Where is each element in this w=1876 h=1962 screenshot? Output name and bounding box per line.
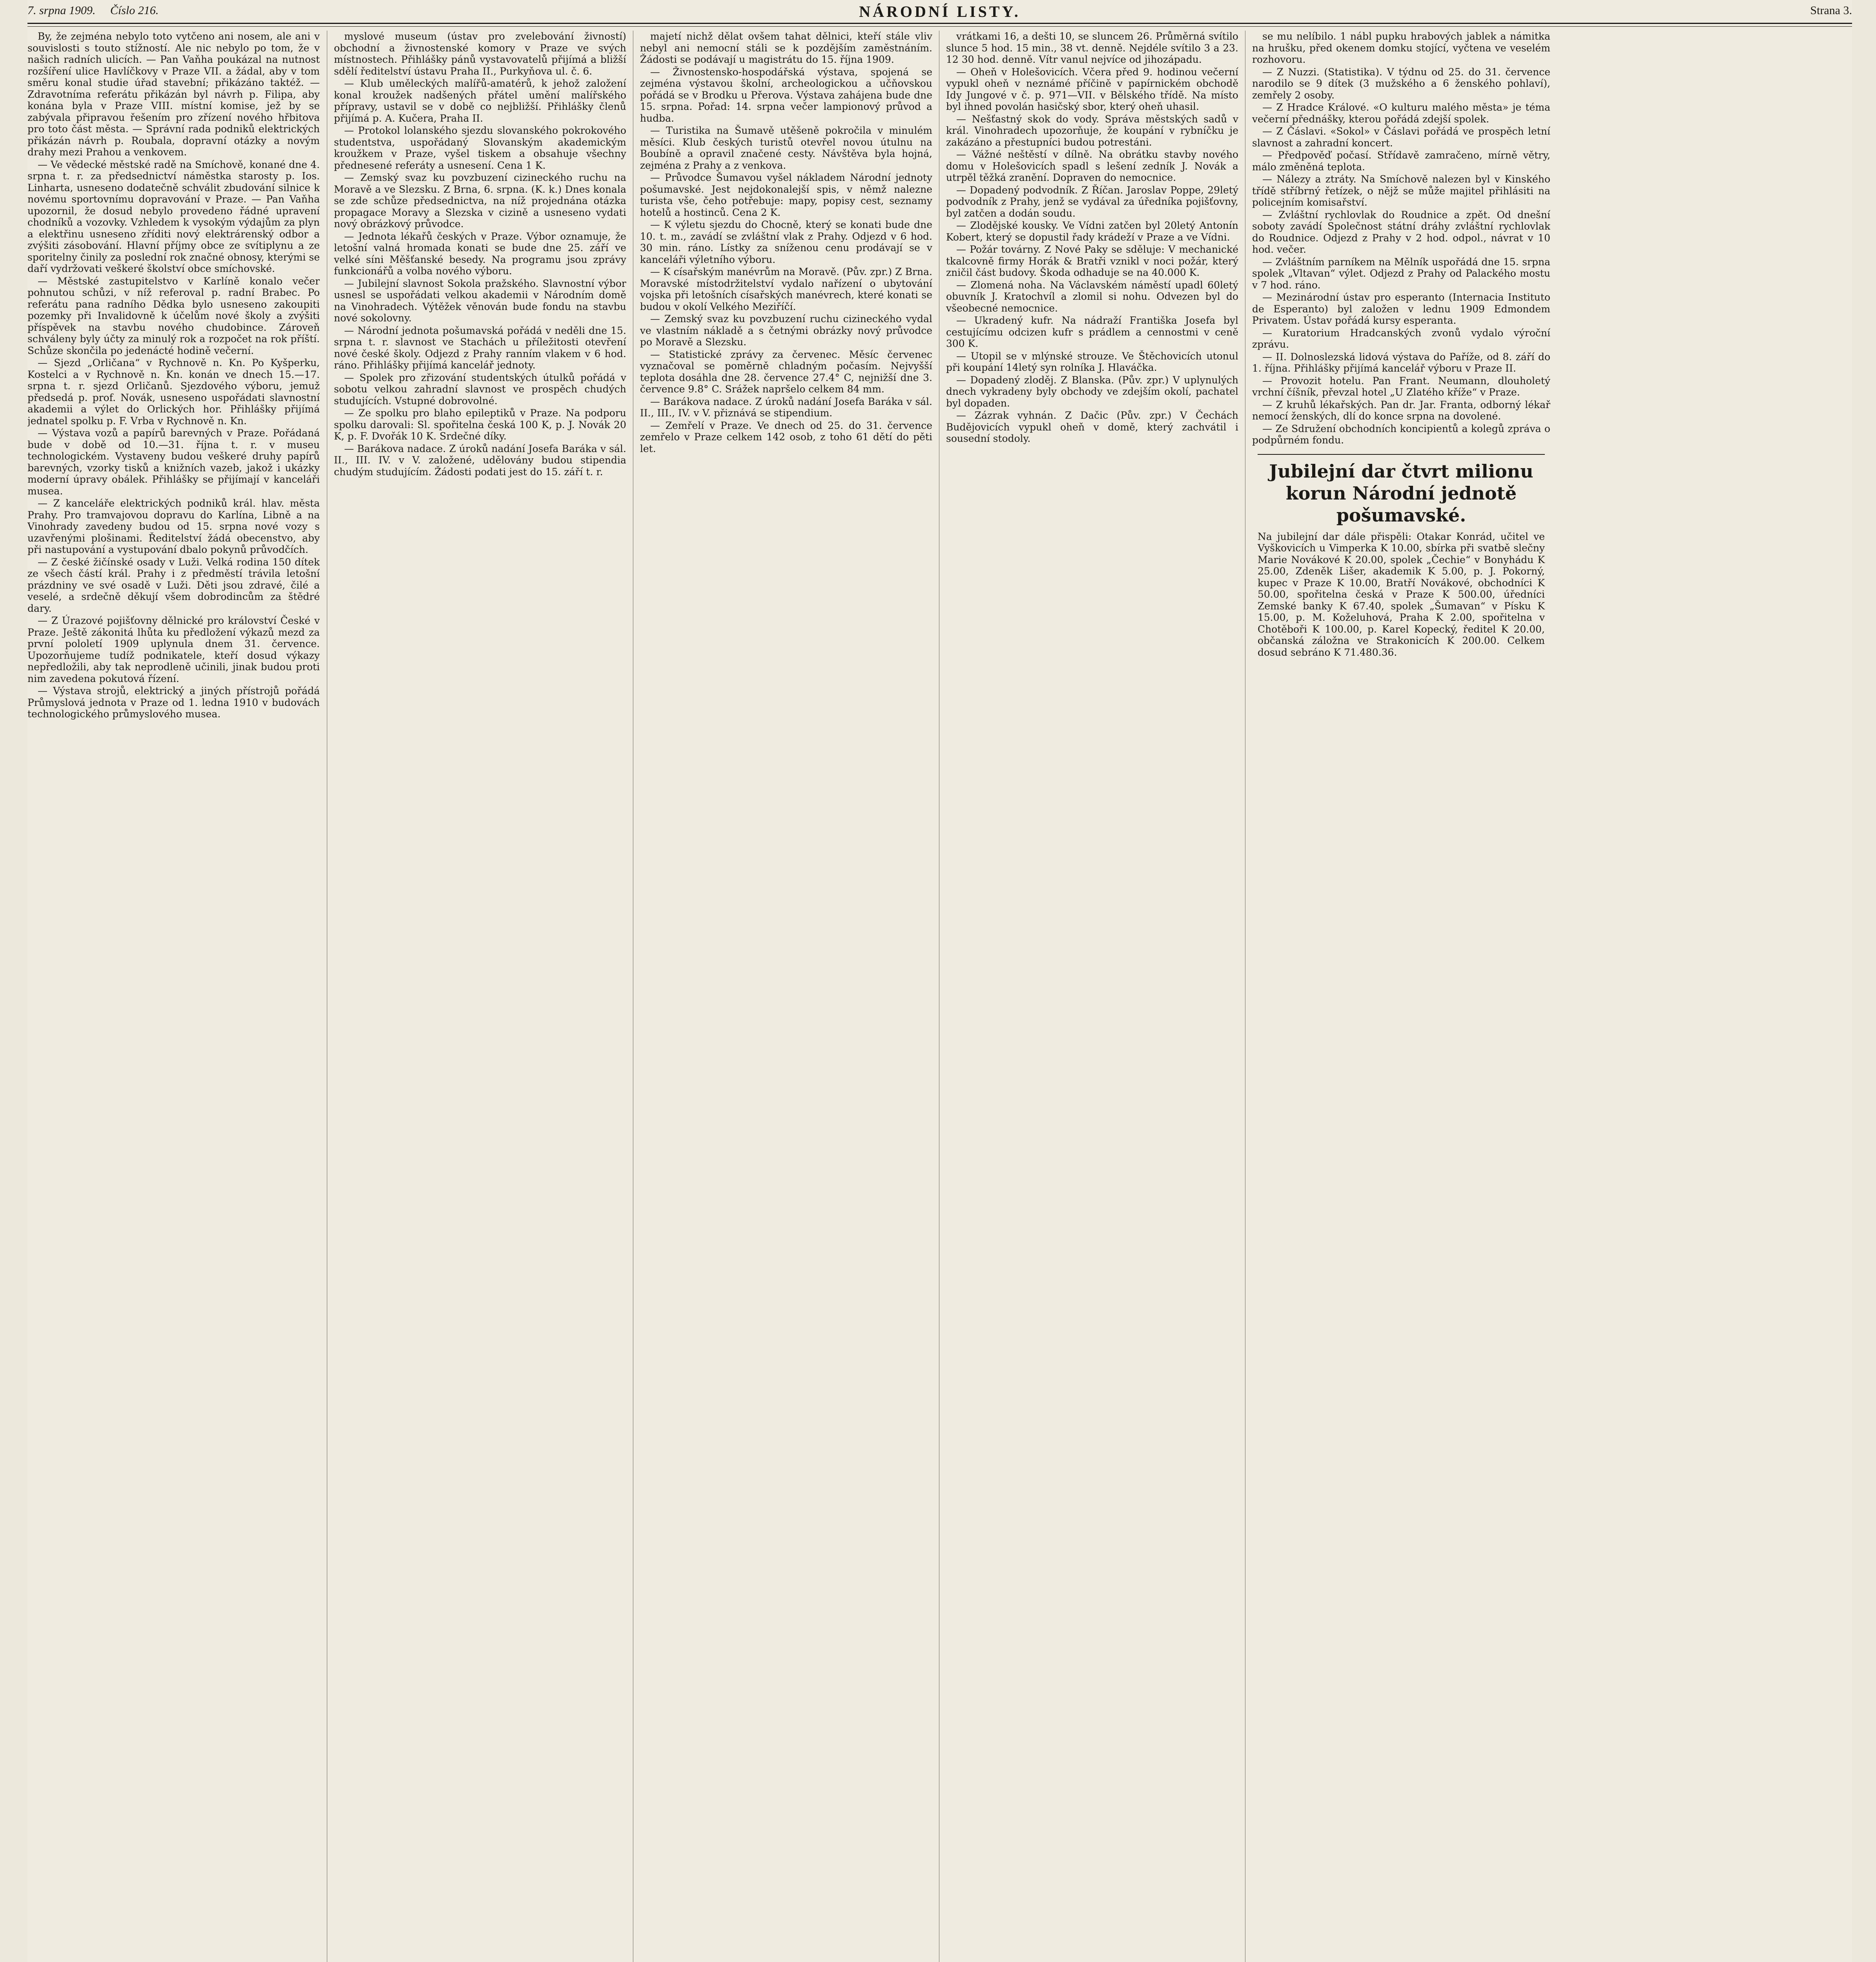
article-paragraph: — Zázrak vyhnán. Z Dačic (Pův. zpr.) V Čechách Budějovicích vypukl oheň v domě, který zachvátil i sousední stodoly. <box>946 410 1238 444</box>
article-paragraph: — Z Hradce Králové. «O kulturu malého města» je téma večerní přednášky, kterou pořádá zdejší spolek. <box>1252 102 1550 125</box>
article-paragraph: — Utopil se v mlýnské strouze. Ve Štěchovicích utonul při koupání 14letý syn rolníka J. Hlaváčka. <box>946 350 1238 373</box>
article-paragraph: — Zlomená noha. Na Václavském náměstí upadl 60letý obuvník J. Kratochvíl a zlomil si nohu. Odvezen byl do všeobecné nemocnice. <box>946 279 1238 314</box>
article-paragraph: — K císařským manévrům na Moravě. (Pův. zpr.) Z Brna. Moravské místodržitelství vydalo nařízení o ubytování vojska při letošních císařských manévrech, které konati se budou v okolí Velkého Meziříčí. <box>640 266 932 312</box>
column-3 <box>640 31 932 1962</box>
columns <box>27 31 1852 1962</box>
article-paragraph: — Nešťastný skok do vody. Správa městských sadů v král. Vinohradech upozorňuje, že koupání v rybníčku je zakázáno a přestupníci budou potrestáni. <box>946 113 1238 148</box>
article-paragraph: — Výstava strojů, elektrický a jiných přístrojů pořádá Průmyslová jednota v Praze od 1. ledna 1910 v budovách technologického průmyslového musea. <box>27 685 320 720</box>
article-paragraph: — Národní jednota pošumavská pořádá v neděli dne 15. srpna t. r. slavnost ve Stachách u příležitosti otevření nové české školy. Odjezd z Prahy ranním vlakem v 6 hod. ráno. Přihlášky přijímá kancelář jednoty. <box>334 325 626 371</box>
article-paragraph: — Výstava vozů a papírů barevných v Praze. Pořádaná bude v době od 10.—31. října t. r. v museu technologickém. Vystaveny budou veškeré druhy papírů barevných, vzorky tisků a knižních vazeb, jakož i ukázky moderní úpravy obálek. Přihlášky se přijímají v kanceláři musea. <box>27 427 320 497</box>
article-paragraph: — II. Dolnoslezská lidová výstava do Paříže, od 8. září do 1. října. Přihlášky přijímá kancelář výboru v Praze II. <box>1252 351 1550 374</box>
article-paragraph: — Provozit hotelu. Pan Frant. Neumann, dlouholetý vrchní číšník, převzal hotel „U Zlatého kříže“ v Praze. <box>1252 375 1550 398</box>
newspaper-page <box>27 0 1852 1962</box>
article-paragraph: — Ze spolku pro blaho epileptiků v Praze. Na podporu spolku darovali: Sl. spořitelna česká 100 K, p. J. Novák 20 K, p. F. Dvořák 10 K. Srdečné díky. <box>334 407 626 442</box>
issue-number: Číslo 216. <box>110 4 159 17</box>
column-1 <box>27 31 320 1962</box>
jubilee-donation-box <box>1258 454 1545 658</box>
article-paragraph: — Zlodějské kousky. Ve Vídni zatčen byl 20letý Antonín Kobert, který se dopustil řady krádeží v Praze a ve Vídni. <box>946 220 1238 243</box>
article-paragraph: — Zemřelí v Praze. Ve dnech od 25. do 31. července zemřelo v Praze celkem 142 osob, z toho 61 dětí do pěti let. <box>640 419 932 454</box>
article-paragraph: — Zvláštní rychlovlak do Roudnice a zpět. Od dnešní soboty zavádí Společnost státní dráhy zvláštní rychlovlak do Roudnice. Odjezd z Prahy v 2 hod. odpol., návrat v 10 hod. večer. <box>1252 209 1550 255</box>
article-paragraph: — Z Úrazové pojišťovny dělnické pro království České v Praze. Ještě zákonitá lhůta ku předložení výkazů mezd za první pololetí 1909 uplynula dnem 31. července. Upozorňujeme tudíž podnikatele, kteří dosud výkazy nepředložili, aby tak neprodleně učinili, jinak budou proti nim zavedena pokutová řízení. <box>27 615 320 684</box>
column-4 <box>946 31 1238 1962</box>
page-number: Strana 3. <box>1810 4 1852 17</box>
article-paragraph: — Z kanceláře elektrických podniků král. hlav. města Prahy. Pro tramvajovou dopravu do Karlína, Libně a na Vinohrady zavedeny budou od 15. srpna nové vozy s uzavřenými plošinami. Ředitelství žádá obecenstvo, aby při nastupování a vystupování dbalo pokynů průvodčích. <box>27 498 320 555</box>
article-paragraph: — Z české žičínské osady v Luži. Velká rodina 150 dítek ze všech částí král. Prahy i z předměstí trávila letošní prázdniny ve své osadě v Luži. Děti jsou zdravé, čilé a veselé, a srdečně děkují všem dobrodincům za štědré dary. <box>27 556 320 614</box>
article-paragraph: — Jednota lékařů českých v Praze. Výbor oznamuje, že letošní valná hromada konati se bude dne 25. září ve velké síni Měšťanské besedy. Na programu jsou zprávy funkcionářů a volba nového výboru. <box>334 230 626 277</box>
article-paragraph: — Předpověď počasí. Střídavě zamračeno, mírně větry, málo změněná teplota. <box>1252 150 1550 173</box>
article-paragraph: — Průvodce Šumavou vyšel nákladem Národní jednoty pošumavské. Jest nejdokonalejší spis, v němž nalezne turista vše, čeho potřebuje: mapy, popisy cest, seznamy hotelů a hostinců. Cena 2 K. <box>640 172 932 218</box>
box-title: Jubilejní dar čtvrt milionu korun Národní jednotě pošumavské. <box>1269 460 1533 526</box>
article-paragraph: — Mezinárodní ústav pro esperanto (Internacia Instituto de Esperanto) byl založen v lednu 1909 Edmondem Privatem. Ústav pořádá kursy esperanta. <box>1252 292 1550 326</box>
article-paragraph: — Dopadený zloděj. Z Blanska. (Pův. zpr.) V uplynulých dnech vykradeny byly obchody ve zdejším okolí, pachatel byl dopaden. <box>946 374 1238 409</box>
box-text: Na jubilejní dar dále přispěli: Otakar Konrád, učitel ve Vyškovicích u Vimperka K 10.00, sbírka při svatbě slečny Marie Novákové K 20.00, spolek „Čechie“ v Bonyhádu K 25.00, Zdeněk Lišer, akademik K 5.00, p. J. Pokorný, kupec v Praze K 10.00, Bratří Novákové, obchodníci K 50.00, spořitelna česká v Praze K 500.00, úředníci Zemské banky K 67.40, spolek „Šumavan“ v Písku K 15.00, p. M. Koželuhová, Praha K 2.00, spořitelna v Chotěboři K 100.00, p. Karel Kopecký, ředitel K 20.00, občanská záložna ve Strakonicích K 200.00. Celkem dosud sebráno K 71.480.36. <box>1258 531 1545 658</box>
article-paragraph: vrátkami 16, a dešti 10, se sluncem 26. Průměrná svítilo slunce 5 hod. 15 min., 38 vt. denně. Nejdéle svítilo 3 a 23. 12 30 hod. denně. Vítr vanul nejvíce od jihozápadu. <box>946 31 1238 65</box>
column-2 <box>334 31 626 1962</box>
article-paragraph: — Nálezy a ztráty. Na Smíchově nalezen byl v Kinského třídě stříbrný řetízek, o nějž se může majitel přihlásiti na policejním komisařství. <box>1252 173 1550 208</box>
article-paragraph: — Statistické zprávy za červenec. Měsíc červenec vyznačoval se poměrně chladným počasím. Nejvyšší teplota dosáhla dne 28. července 27.4° C, nejnižší dne 3. července 9.8° C. Srážek napršelo celkem 84 mm. <box>640 348 932 395</box>
article-paragraph: — Vážné neštěstí v dílně. Na obrátku stavby nového domu v Holešovicích spadl s lešení zedník J. Novák a utrpěl těžká zranění. Dopraven do nemocnice. <box>946 149 1238 183</box>
article-paragraph: — Dopadený podvodník. Z Říčan. Jaroslav Poppe, 29letý podvodník z Prahy, jenž se vydával za úředníka pojišťovny, byl zatčen a dodán soudu. <box>946 184 1238 219</box>
header-rule <box>27 23 1852 27</box>
article-paragraph: — Ve vědecké městské radě na Smíchově, konané dne 4. srpna t. r. za předsednictví náměstka starosty p. Ios. Linharta, usneseno dodatečně schválit zbudování silnice k novému sportovnímu dopravování v Praze. — Pan Vaňha upozornil, že dosud nebylo provedeno řádné upravení chodníků a vozovky. Vzhledem k vysokým výdajům za plyn a elektřinu usneseno zříditi nový elektrárenský odbor a zvýšiti zásobování. Hlavní příjmy obce ze svítiplynu a ze sporitelny činily za poslední rok značné obnosy, kterými se daří vydržovati veškeré školství obce smíchovské. <box>27 159 320 274</box>
article-paragraph: — Jubilejní slavnost Sokola pražského. Slavnostní výbor usnesl se uspořádati velkou akademii v Národním domě na Vinohradech. Výtěžek věnován bude fondu na stavbu nové sokolovny. <box>334 277 626 324</box>
article-paragraph: — Z Nuzzi. (Statistika). V týdnu od 25. do 31. července narodilo se 9 dítek (3 mužského a 6 ženského pohlaví), zemřely 2 osoby. <box>1252 66 1550 101</box>
article-paragraph: — Ukradený kufr. Na nádraží Františka Josefa byl cestujícímu odcizen kufr s prádlem a cennostmi v ceně 300 K. <box>946 315 1238 349</box>
page-header <box>27 4 1852 23</box>
newspaper-title: NÁRODNÍ LISTY. <box>859 3 1021 20</box>
article-paragraph: — Turistika na Šumavě utěšeně pokročila v minulém měsíci. Klub českých turistů otevřel novou útulnu na Boubíně a opravil značené cesty. Návštěva byla hojná, zejména z Prahy a z venkova. <box>640 125 932 171</box>
article-paragraph: — K výletu sjezdu do Chocně, který se konati bude dne 10. t. m., zavádí se zvláštní vlak z Prahy. Odjezd v 6 hod. 30 min. ráno. Lístky za sníženou cenu prodávají se v kanceláři výletního výboru. <box>640 219 932 265</box>
article-paragraph: — Zemský svaz ku povzbuzení cizineckého ruchu na Moravě a ve Slezsku. Z Brna, 6. srpna. (K. k.) Dnes konala se zde schůze předsednictva, na níž projednána otázka propagace Moravy a Slezska v cizině a usneseno vydati nový obrázkový průvodce. <box>334 172 626 230</box>
article-paragraph: myslové museum (ústav pro zvelebování živností) obchodní a živnostenské komory v Praze ve svých místnostech. Přihlášky pánů vystavovatelů přijímá a bližší sdělí ředitelství ústavu Praha II., Purkyňova ul. č. 6. <box>334 31 626 77</box>
article-paragraph: — Ze Sdružení obchodních koncipientů a kolegů zpráva o podpůrném fondu. <box>1252 423 1550 446</box>
article-paragraph: majetí nichž dělat ovšem tahat dělnici, kteří stále vliv nebyl ani nemocní stáli se k pozdějším zaměstnáním. Žádosti se podávají u magistrátu do 15. října 1909. <box>640 31 932 65</box>
issue-date: 7. srpna 1909. <box>27 4 96 17</box>
article-paragraph: — Barákova nadace. Z úroků nadání Josefa Baráka v sál. II., III., IV. v V. přiznává se stipendium. <box>640 396 932 419</box>
article-paragraph: — Spolek pro zřizování studentských útulků pořádá v sobotu velkou zahradní slavnost ve prospěch chudých studujících. Vstupné dobrovolné. <box>334 372 626 407</box>
article-paragraph: — Oheň v Holešovicích. Včera před 9. hodinou večerní vypukl oheň v neznámé příčině v papírnickém obchodě Idy Jungové v č. p. 971—VII. v Bělského třídě. Na místo byl ihned povolán hasičský sbor, který oheň uhasil. <box>946 66 1238 112</box>
article-paragraph: — Požár továrny. Z Nové Paky se sděluje: V mechanické tkalcovně firmy Horák & Bratři vznikl v noci požár, který zničil část budovy. Škoda odhaduje se na 40.000 K. <box>946 244 1238 278</box>
article-paragraph: — Živnostensko-hospodářská výstava, spojená se zejména výstavou školní, archeologickou a učňovskou pořádá se v Brodku u Přerova. Výstava zahájena bude dne 15. srpna. Pořad: 14. srpna večer lampionový průvod a hudba. <box>640 66 932 124</box>
article-paragraph: — Protokol lolanského sjezdu slovanského pokrokového studentstva, uspořádaný Slovanským akademickým kroužkem v Praze, vyšel tiskem a obsahuje všechny přednesené referáty a usnesení. Cena 1 K. <box>334 125 626 171</box>
article-paragraph: — Barákova nadace. Z úroků nadání Josefa Baráka v sál. II., III. IV. v V. založené, udělovány budou stipendia chudým studujícím. Žádosti podati jest do 15. září t. r. <box>334 443 626 478</box>
article-paragraph: — Z kruhů lékařských. Pan dr. Jar. Franta, odborný lékař nemocí ženských, dlí do konce srpna na dovolené. <box>1252 399 1550 422</box>
article-paragraph: — Zvláštním parníkem na Mělník uspořádá dne 15. srpna spolek „Vltavan“ výlet. Odjezd z Prahy od Palackého mostu v 7 hod. ráno. <box>1252 256 1550 291</box>
article-paragraph: — Sjezd „Orličana“ v Rychnově n. Kn. Po Kyšperku, Kostelci a v Rychnově n. Kn. konán ve dnech 15.—17. srpna t. r. sjezd Orličanů. Sjezdového výboru, jemuž předsedá p. prof. Novák, usneseno uspořádati slavnostní akademii a výlet do Orlických hor. Přihlášky přijímá jednatel spolku p. F. Vrba v Rychnově n. Kn. <box>27 357 320 427</box>
article-paragraph: By, že zejména nebylo toto vytčeno ani nosem, ale ani v souvislosti s touto stížností. Ale nic nebylo po tom, že v našich radních ulicích. — Pan Vaňha poukázal na nutnost rozšíření ulice Havlíčkovy v Praze VII. a žádal, aby v tom směru konal studie úřad stavební; přikázáno taktéž. — Zdravotníma referátu přikázán byl návrh p. Filipa, aby konána byla v Praze VIII. místní komise, jež by se zabývala připravou řešením pro zřízení nového hřbitova pro toto část města. — Správní rada podniků elektrických přikázán návrh p. Roubala, dopravní otázky a novým drahy mezi Prahou a venkovem. <box>27 31 320 158</box>
article-paragraph: — Z Čáslavi. «Sokol» v Čáslavi pořádá ve prospěch letní slavnost a zahradní koncert. <box>1252 126 1550 149</box>
article-paragraph: — Městské zastupitelstvo v Karlíně konalo večer pohnutou schůzi, v níž referoval p. radní Brabec. Po referátu pana radního Dědka bylo usneseno zakoupiti pozemky při Invalidovně k účelům nové školy a zvýšiti příspěvek na stavbu nového chudobince. Zároveň schváleny byly účty za minulý rok a rozpočet na rok příští. Schůze skončila po jedenácté hodině večerní. <box>27 275 320 356</box>
article-paragraph: — Zemský svaz ku povzbuzení ruchu cizineckého vydal ve vlastním nákladě a s četnými obrázky nový průvodce po Moravě a Slezsku. <box>640 313 932 348</box>
article-paragraph: — Kuratorium Hradcanských zvonů vydalo výroční zprávu. <box>1252 327 1550 350</box>
article-paragraph: se mu nelíbilo. 1 nábl pupku hrabových jablek a námitka na hrušku, před okenem domku stojící, vyčtena ve veselém rozhovoru. <box>1252 31 1550 65</box>
column-5 <box>1252 31 1550 1962</box>
article-paragraph: — Klub uměleckých malířů-amatérů, k jehož založení konal kroužek nadšených přátel umění malířského přípravy, ustavil se v době co nejbližší. Přihlášky členů přijímá p. A. Kučera, Praha II. <box>334 78 626 124</box>
